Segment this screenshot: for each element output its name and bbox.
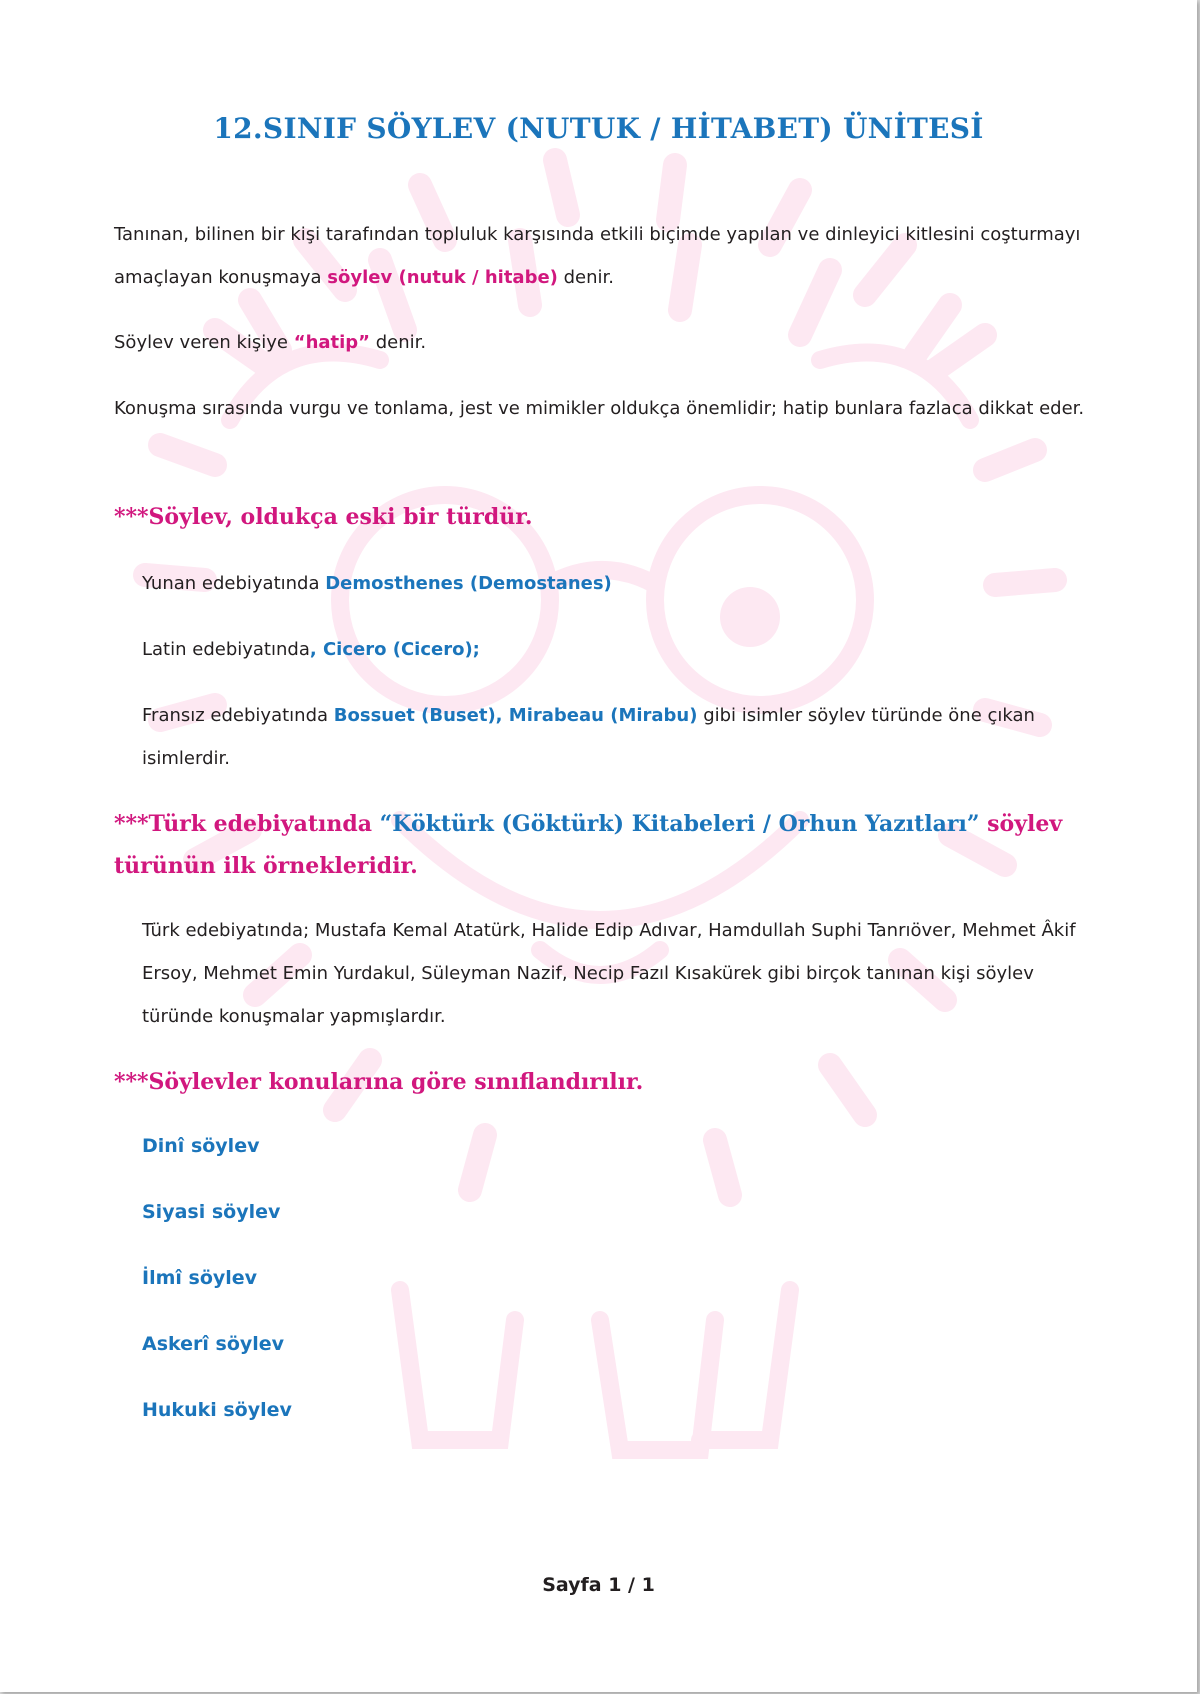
heading-turkish-origins: [114, 803, 1094, 887]
french-text: Fransız edebiyatında: [142, 705, 334, 726]
greek-text: Yunan edebiyatında: [142, 573, 326, 594]
paragraph-definition: [114, 213, 1094, 299]
heading-classification: ***Söylevler konularına göre sınıflandırılır.: [114, 1069, 644, 1095]
list-item-hukuki: Hukuki söylev: [142, 1399, 292, 1421]
list-item-askeri: Askerî söylev: [142, 1333, 285, 1355]
hatip-highlight: “hatip”: [293, 332, 371, 353]
list-item-ilmi: İlmî söylev: [142, 1267, 258, 1289]
paragraph-hatip: [114, 321, 1094, 364]
french-names: Bossuet (Buset), Mirabeau (Mirabu): [333, 705, 698, 726]
heading-old-genre: ***Söylev, oldukça eski bir türdür.: [114, 504, 533, 530]
heading2-highlight: “Köktürk (Göktürk) Kitabeleri / Orhun Yazıtları”: [379, 811, 980, 837]
heading2-start: ***Türk edebiyatında: [114, 811, 380, 837]
paragraph-greek: [142, 562, 1092, 605]
page-title: 12.SINIF SÖYLEV (NUTUK / HİTABET) ÜNİTESİ: [213, 112, 984, 145]
latin-name: , Cicero (Cicero);: [309, 639, 480, 660]
heading2-end: söylev türünün ilk örnekleridir.: [114, 811, 1063, 879]
paragraph-french: [142, 694, 1092, 780]
french-end: gibi isimler söylev türünde öne çıkan isimlerdir.: [142, 705, 1035, 769]
definition-end: denir.: [557, 267, 615, 288]
greek-name: Demosthenes (Demostanes): [325, 573, 612, 594]
page-number: Sayfa 1 / 1: [542, 1574, 655, 1596]
paragraph-turkish-orators: Türk edebiyatında; Mustafa Kemal Atatürk, Halide Edip Adıvar, Hamdullah Suphi Tanrıöver, Mehmet Âkif Ersoy, Mehmet Emin Yurdakul, Süleyman Nazif, Necip Fazıl Kısakürek gibi birçok tanınan kişi söylev türünde konuşmalar yapmışlardır.: [142, 920, 1076, 1027]
list-item-siyasi: Siyasi söylev: [142, 1201, 281, 1223]
hatip-end: denir.: [370, 332, 427, 353]
hatip-text: Söylev veren kişiye: [114, 332, 294, 353]
list-item-dini: Dinî söylev: [142, 1135, 260, 1157]
definition-highlight: söylev (nutuk / hitabe): [327, 267, 558, 288]
definition-text: Tanınan, bilinen bir kişi tarafından topluluk karşısında etkili biçimde yapılan ve dinleyici kitlesini coşturmayı amaçlayan konuşmaya: [114, 224, 1081, 288]
paragraph-latin: [142, 628, 1092, 671]
latin-text: Latin edebiyatında: [142, 639, 310, 660]
paragraph-delivery: Konuşma sırasında vurgu ve tonlama, jest ve mimikler oldukça önemlidir; hatip bunlara fazlaca dikkat eder.: [114, 398, 1085, 419]
